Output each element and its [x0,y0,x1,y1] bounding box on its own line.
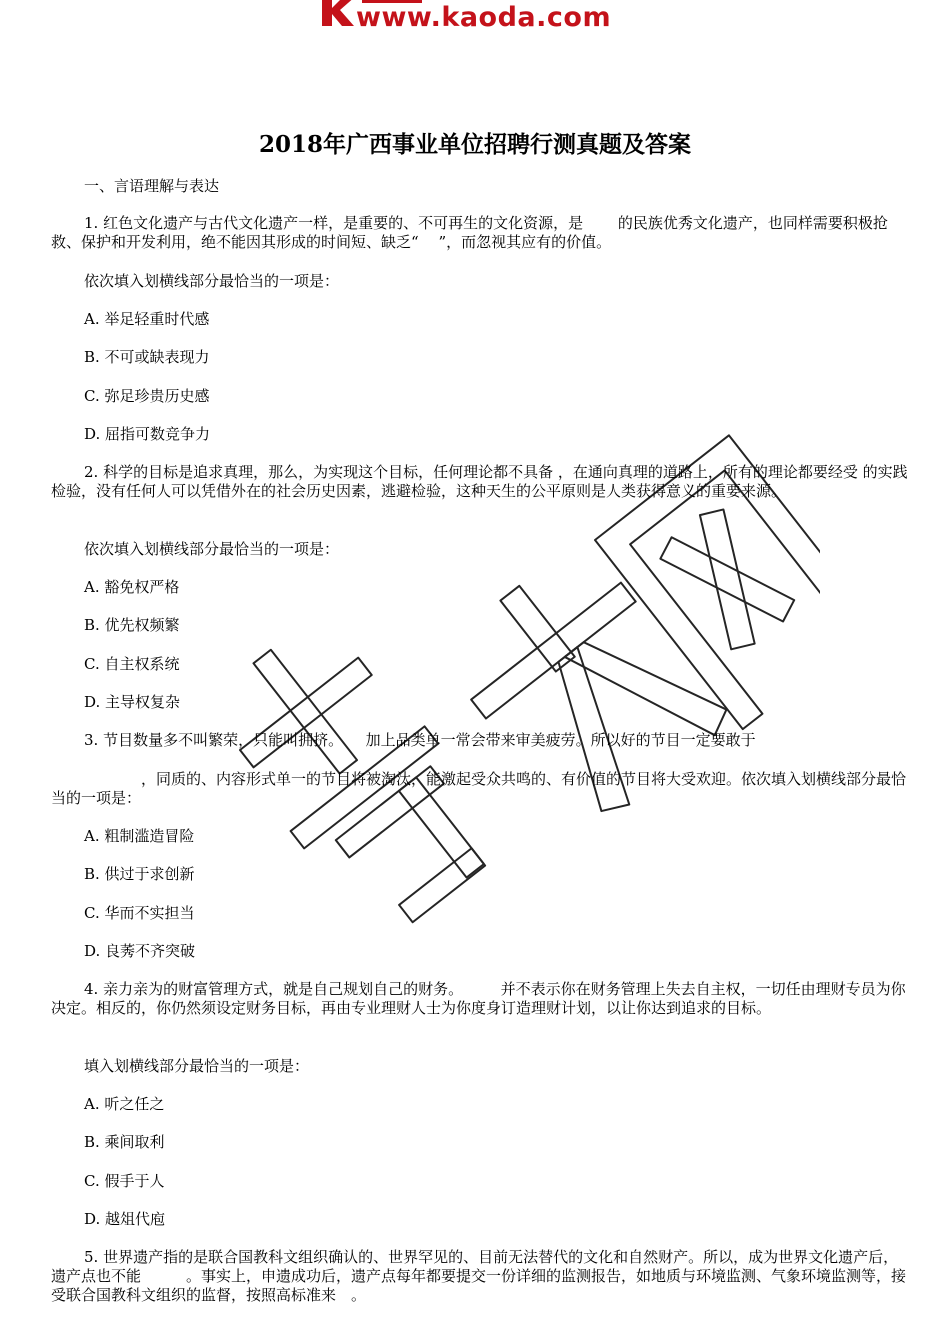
question-3-option-a: A. 粗制滥造冒险 [84,827,195,845]
question-1-option-d: D. 屈指可数竞争力 [84,425,211,443]
question-3-option-b: B. 供过于求创新 [84,865,195,883]
question-3-option-d: D. 良莠不齐突破 [84,942,196,960]
question-3-stem-line1: 3. 节目数量多不叫繁荣，只能叫拥挤。 加上品类单一常会带来审美疲劳。所以好的节目一定要敢于 [84,731,756,749]
question-1-option-c: C. 弥足珍贵历史感 [84,387,210,405]
question-3-stem-rest: ，同质的、内容形式单一的节目将被淘汰，能激起受众共鸣的、有价值的节目将大受欢迎。依次填入划横线部分最恰当的一项是： [51,770,907,807]
site-header [0,0,950,40]
question-4-option-a: A. 听之任之 [84,1095,165,1113]
document-title: 2018年广西事业单位招聘行测真题及答案 [258,131,691,158]
question-1-option-a: A. 举足轻重时代感 [84,310,210,328]
question-2-option-a: A. 豁免权严格 [84,578,180,596]
question-1-stem: 1. 红色文化遗产与古代文化遗产一样，是重要的、不可再生的文化资源，是 的民族优秀文化遗产，也同样需要积极抢救、保护和开发利用，绝不能因其形成的时间短、缺乏“ ”，而忽视其应有的价值。 [51,214,888,251]
question-2-option-c: C. 自主权系统 [84,655,180,673]
question-2-option-d: D. 主导权复杂 [84,693,181,711]
question-2-instruction: 依次填入划横线部分最恰当的一项是： [84,540,340,558]
section-heading: 一、言语理解与表达 [84,177,220,195]
question-1-option-b: B. 不可或缺表现力 [84,348,210,366]
kaoda-watermark [200,420,820,1020]
question-4-option-d: D. 越俎代庖 [84,1210,166,1228]
question-4-instruction: 填入划横线部分最恰当的一项是： [84,1057,310,1075]
question-4-option-c: C. 假手于人 [84,1172,165,1190]
question-5-stem: 5. 世界遗产指的是联合国教科文组织确认的、世界罕见的、目前无法替代的文化和自然财产。所以，成为世界文化遗产后，遗产点也不能 。事实上，申遗成功后，遗产点每年都要提交一份详细的监测报告，如地质与环境监测、气象环境监测等，接受联合国教科文组织的监督，按照高标准来 。 [51,1248,907,1304]
question-2-stem: 2. 科学的目标是追求真理，那么，为实现这个目标，任何理论都不具备 ，在通向真理的道路上，所有的理论都要经受 的实践检验，没有任何人可以凭借外在的社会历史因素，逃避检验，这种天生的公平原则是人类获得意义的重要来源。 [51,463,908,500]
question-3-option-c: C. 华而不实担当 [84,904,195,922]
question-1-instruction: 依次填入划横线部分最恰当的一项是： [84,272,340,290]
site-url[interactable]: www.kaoda.com [356,2,612,33]
kaoda-logo-icon [318,0,358,26]
question-2-option-b: B. 优先权频繁 [84,616,180,634]
question-4-option-b: B. 乘间取利 [84,1133,165,1151]
question-4-stem: 4. 亲力亲为的财富管理方式，就是自己规划自己的财务。 并不表示你在财务管理上失去自主权，一切任由理财专员为你决定。相反的，你仍然须设定财务目标，再由专业理财人士为你度身订造理财计划，以让你达到追求的目标。 [51,980,906,1017]
